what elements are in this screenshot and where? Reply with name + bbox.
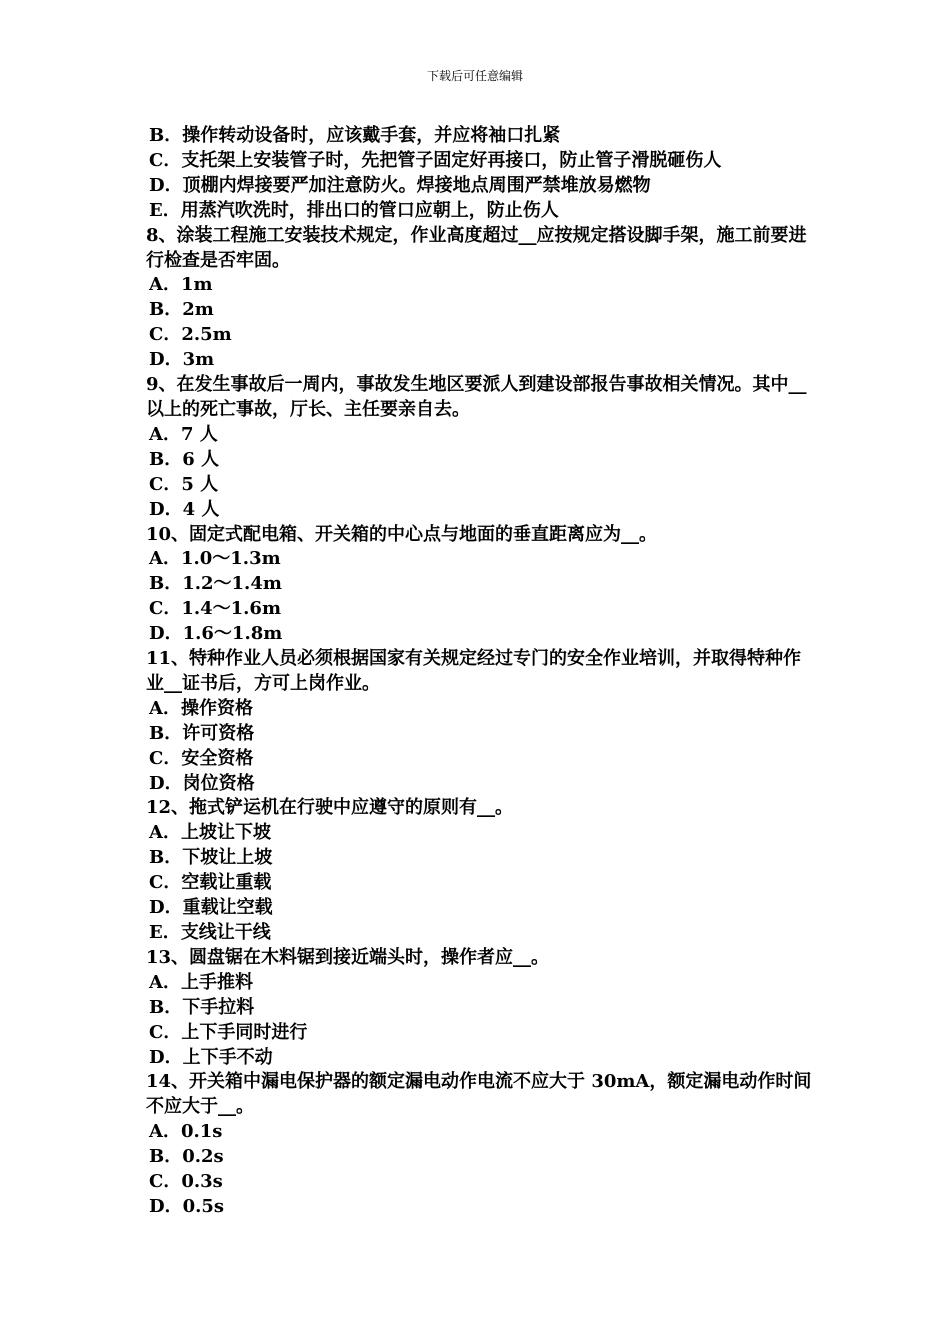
option-a: A．7 人 (149, 423, 218, 445)
question-text: 13、圆盘锯在木料锯到接近端头时，操作者应__。 (146, 946, 550, 968)
option-b: B．2m (149, 299, 214, 321)
question-list (146, 124, 816, 1220)
option-b: B．6 人 (149, 448, 220, 470)
option-c: C．2.5m (149, 324, 232, 346)
option-c: C．5 人 (149, 473, 219, 495)
option-d: D．上下手不动 (149, 1046, 273, 1068)
option-b: B．0.2s (149, 1146, 224, 1168)
option-c: C．0.3s (149, 1171, 223, 1193)
question-9 (146, 373, 816, 522)
option-e: E．支线让干线 (149, 922, 271, 943)
question-8 (146, 224, 816, 373)
option-b: B．下坡让上坡 (149, 847, 273, 869)
question-13 (146, 946, 816, 1071)
option-b: B．许可资格 (149, 722, 255, 744)
option-d: D．重载让空载 (149, 897, 273, 919)
prev-options (146, 124, 816, 224)
option-d: D．4 人 (149, 498, 220, 520)
option-d: D．3m (149, 349, 215, 371)
question-text: 11、特种作业人员必须根据国家有关规定经过专门的安全作业培训，并取得特种作业__证书后，方可上岗作业。 (146, 648, 802, 694)
option-c: C．空载让重载 (149, 872, 272, 894)
option-c: C．上下手同时进行 (149, 1021, 308, 1043)
question-text: 14、开关箱中漏电保护器的额定漏电动作电流不应大于 30mA，额定漏电动作时间不应大于__。 (146, 1071, 812, 1118)
question-12 (146, 796, 816, 945)
option-e: E．用蒸汽吹洗时，排出口的管口应朝上，防止伤人 (149, 199, 559, 221)
option-d: D．顶棚内焊接要严加注意防火。焊接地点周围严禁堆放易燃物 (149, 174, 651, 196)
option-c: C．安全资格 (149, 747, 254, 769)
question-11 (146, 647, 816, 796)
option-a: A．上手推料 (149, 971, 253, 993)
question-text: 8、涂装工程施工安装技术规定，作业高度超过__应按规定搭设脚手架，施工前要进行检查是否牢固。 (146, 224, 807, 271)
option-a: A．0.1s (149, 1121, 223, 1143)
option-d: D．1.6～1.8m (149, 623, 283, 645)
option-a: A．1.0～1.3m (149, 548, 281, 570)
page-header: 下载后可任意编辑 (426, 69, 523, 83)
option-b: B．下手拉料 (149, 996, 255, 1018)
option-a: A．操作资格 (149, 697, 253, 719)
question-text: 12、拖式铲运机在行驶中应遵守的原则有__。 (146, 797, 514, 819)
option-b: B．操作转动设备时，应该戴手套，并应将袖口扎紧 (149, 125, 561, 146)
option-a: A．上坡让下坡 (149, 822, 271, 844)
question-text: 10、固定式配电箱、开关箱的中心点与地面的垂直距离应为__。 (146, 523, 658, 545)
question-text: 9、在发生事故后一周内，事故发生地区要派人到建设部报告事故相关情况。其中__以上的死亡事故，厅长、主任要亲自去。 (146, 374, 807, 420)
option-c: C．支托架上安装管子时，先把管子固定好再接口，防止管子滑脱砸伤人 (149, 149, 722, 171)
option-c: C．1.4～1.6m (149, 598, 282, 620)
option-d: D．0.5s (149, 1195, 225, 1217)
option-b: B．1.2～1.4m (149, 573, 282, 595)
question-14 (146, 1070, 816, 1219)
option-d: D．岗位资格 (149, 772, 255, 794)
question-10 (146, 523, 816, 648)
option-a: A．1m (149, 274, 213, 296)
